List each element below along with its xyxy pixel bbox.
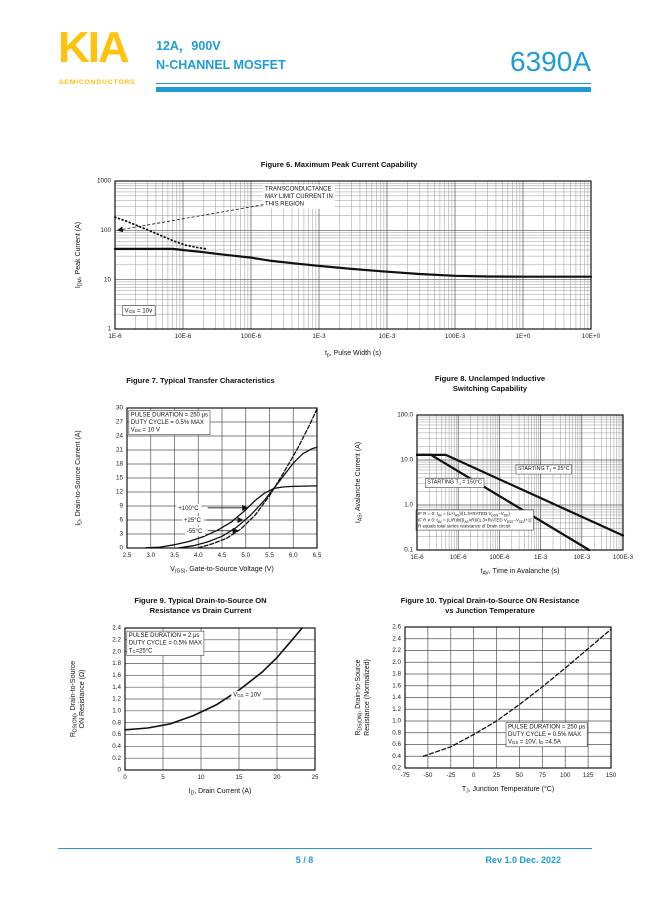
svg-text:2.0: 2.0 [112,648,121,656]
svg-text:IF R ≠ 0: tAV = (L/R)ln[(IAS×R: IF R ≠ 0: $t_{AV}$ = $(L/R)\ln[(I_{AS}\times R)/(1.3\times RATED$ $V_{DSS}-V_{DD})+1$] [418,517,532,524]
svg-text:DUTY CYCLE = 0.5% MAX: DUTY CYCLE = 0.5% MAX [130,419,204,426]
figure-9-chart [58,618,343,806]
svg-text:6: 6 [119,516,123,524]
footer-rule [58,848,592,849]
svg-text:100.0: 100.0 [397,411,413,419]
svg-text:15: 15 [115,474,123,482]
svg-text:0.1: 0.1 [404,546,413,554]
svg-text:1.2: 1.2 [392,705,401,713]
svg-text:15: 15 [235,773,243,781]
svg-text:0.8: 0.8 [112,719,121,727]
svg-text:RDS(ON), Drain-to-Source: $R_{DS(ON)}$, Drain-to-Source [70,660,79,737]
svg-text:-55°C: -55°C [186,528,203,535]
figure-10-chart [344,618,636,804]
svg-text:VGS = 10V, ID =4.5A: $V_{GS} = 10V$, $I_D =4.5A$ [508,738,561,745]
svg-text:tp, Pulse Width (s): $t_p$, Pulse Width (s) [324,349,382,359]
svg-text:RDS(ON), Drain-to-Source: $R_{DS(ON)}$, Drain-to-Source [355,659,364,736]
revision-label: Rev 1.0 Dec. 2022 [485,855,561,865]
svg-text:2.6: 2.6 [392,623,401,631]
svg-text:1E-6: 1E-6 [410,553,424,561]
device-rating: 12A，900V [156,39,221,53]
device-spec [156,37,286,75]
figure-9-title-line2: Resistance vs Drain Current [149,605,252,615]
svg-text:5.0: 5.0 [241,551,251,559]
svg-text:PULSE DURATION = 2 μs: PULSE DURATION = 2 μs [128,632,200,639]
svg-text:2.2: 2.2 [112,636,121,644]
svg-text:2.5: 2.5 [122,551,132,559]
svg-text:DUTY CYCLE = 0.5% MAX: DUTY CYCLE = 0.5% MAX [128,639,202,646]
svg-text:TJ, Junction Temperature (°C): $T_J$, Junction Temperature (°C) [461,785,555,795]
figure-8-title [344,374,636,394]
svg-text:-25: -25 [446,771,456,779]
svg-text:0: 0 [119,544,123,552]
device-type: N-CHANNEL MOSFET [156,57,286,72]
svg-text:ID, Drain-to-Source Current (A: $I_D$, Drain-to-Source Current (A) [75,430,84,526]
svg-text:ID, Drain Current (A): $I_D$, Drain Current (A) [188,787,252,797]
svg-text:20: 20 [273,773,281,781]
figure-6-chart [58,172,620,370]
header-rule-thick [156,87,591,92]
svg-text:4.0: 4.0 [193,551,203,559]
svg-text:3.5: 3.5 [170,551,179,559]
svg-text:PULSE DURATION = 250 μs: PULSE DURATION = 250 μs [130,411,209,418]
svg-text:10E-6: 10E-6 [449,553,467,561]
figure-8-title-line1: Figure 8. Unclamped Inductive [434,374,546,383]
svg-text:VGS = 10v: $V_{GS} = 10v$ [124,307,153,315]
figure-7 [58,376,343,586]
svg-text:V(GS), Gate-to-Source Voltage: $V_{(GS)}$, Gate-to-Source Voltage (V) [170,565,274,575]
figure-7-title [58,376,343,386]
svg-text:6.0: 6.0 [288,551,298,559]
figure-8 [344,374,636,586]
svg-text:-50: -50 [423,771,433,779]
svg-text:0: 0 [471,771,476,779]
svg-text:THIS REGION: THIS REGION [264,201,304,208]
svg-text:1.2: 1.2 [112,695,121,703]
svg-text:125: 125 [582,771,594,779]
svg-text:3: 3 [119,530,123,538]
svg-text:10: 10 [197,773,205,781]
svg-text:1.4: 1.4 [112,683,121,691]
svg-text:2.4: 2.4 [392,635,401,643]
svg-text:1E-3: 1E-3 [533,553,548,561]
figure-6 [58,160,620,370]
svg-text:10E-3: 10E-3 [573,553,591,561]
svg-text:1.4: 1.4 [392,693,401,701]
svg-text:STARTING TJ = 25°C: STARTING $T_J = 25^\circ C$ [517,466,570,473]
figure-7-chart [58,388,343,586]
svg-text:MAY LIMIT CURRENT IN: MAY LIMIT CURRENT IN [264,193,333,200]
header-rule-thin [156,83,591,84]
svg-text:5.5: 5.5 [265,551,274,559]
svg-text:1E-3: 1E-3 [312,332,326,340]
figure-8-title-line2: Switching Capability [452,383,528,393]
svg-text:18: 18 [115,460,123,468]
svg-text:10E-6: 10E-6 [174,332,192,340]
svg-text:+100°C: +100°C [178,505,199,512]
svg-text:1.6: 1.6 [112,671,121,679]
svg-text:0.4: 0.4 [392,752,401,760]
svg-text:10E+0: 10E+0 [581,332,601,340]
svg-text:VGS = 10V: $V_{GS} = 10V$ [233,692,262,699]
figure-9-title-line1: Figure 9. Typical Drain-to-Source ON [134,596,267,605]
svg-text:Resistance (Normalized): Resistance (Normalized) [364,658,371,736]
svg-text:PULSE DURATION = 250 μs: PULSE DURATION = 250 μs [508,723,586,730]
svg-text:25: 25 [311,773,319,781]
svg-text:0.2: 0.2 [392,764,401,772]
svg-text:IDM, Peak Current (A): $I_{DM}$, Peak Current (A) [75,221,84,288]
svg-text:IF R = 0: tAV = (L×IAS)/(1.3×R: IF R = 0: $t_{AV}$ = $(L\times I_{AS})/(1.3\times RATED$ $V_{DSS}-V_{DD}$) [418,511,510,518]
svg-text:TC=25°C: $T_C=25^\circ C$ [128,647,153,654]
svg-text:6.5: 6.5 [312,551,322,559]
svg-text:100: 100 [100,226,111,234]
svg-text:10E-3: 10E-3 [378,332,396,340]
svg-text:5: 5 [161,773,165,781]
figure-10-title-line2: vs Junction Temperature [445,605,535,615]
svg-text:2.4: 2.4 [112,624,121,632]
figure-6-title [58,160,620,170]
svg-text:DUTY CYCLE = 0.5% MAX: DUTY CYCLE = 0.5% MAX [508,731,582,738]
svg-text:30: 30 [115,404,123,412]
svg-text:21: 21 [115,446,123,454]
svg-text:10.0: 10.0 [400,456,413,464]
svg-text:100E-3: 100E-3 [444,332,466,340]
svg-text:24: 24 [115,432,123,440]
svg-text:12: 12 [115,488,123,496]
svg-text:100: 100 [559,771,571,779]
figure-7-title-line1: Figure 7. Typical Transfer Characteristics [126,376,275,385]
figure-10 [344,596,636,804]
svg-text:1.6: 1.6 [392,682,401,690]
svg-text:0.4: 0.4 [112,742,121,750]
svg-text:0.6: 0.6 [392,740,401,748]
svg-text:+25°C: +25°C [184,517,201,524]
svg-text:100E-6: 100E-6 [240,332,262,340]
svg-text:STARTING TJ = 150°C: STARTING $T_J = 150^\circ C$ [427,479,482,486]
svg-text:75: 75 [538,771,546,779]
svg-text:VDS = 10 V: $V_{DS} = 10$ V [130,426,160,433]
svg-text:1E+0: 1E+0 [515,332,531,340]
svg-text:100E-6: 100E-6 [489,553,510,561]
part-number: 6390A [510,46,591,77]
svg-text:1.8: 1.8 [392,670,401,678]
figure-9 [58,596,343,806]
svg-text:4.5: 4.5 [217,551,227,559]
svg-text:1.8: 1.8 [112,659,121,667]
svg-text:50: 50 [515,771,523,779]
figure-10-title [344,596,636,616]
svg-text:150: 150 [605,771,617,779]
svg-text:25: 25 [493,771,501,779]
svg-text:0: 0 [117,766,121,774]
svg-text:0.8: 0.8 [392,729,401,737]
svg-text:1: 1 [107,325,111,333]
svg-text:1.0: 1.0 [404,501,413,509]
svg-text:tAV, Time in Avalanche (s): $t_{AV}$, Time in Avalanche (s) [480,567,560,577]
figure-10-title-line1: Figure 10. Typical Drain-to-Source ON Resistance [400,596,580,605]
svg-text:ON Resistance (Ω): ON Resistance (Ω) [79,669,86,729]
svg-text:100E-3: 100E-3 [612,553,634,561]
svg-text:3.0: 3.0 [146,551,156,559]
svg-text:R equals total series resistan: R equals total series resistance of Drain circuit [418,523,511,529]
svg-text:10: 10 [103,276,111,284]
svg-text:1E-6: 1E-6 [108,332,122,340]
svg-text:1.0: 1.0 [112,707,121,715]
figure-9-title [58,596,343,616]
figure-6-title-line1: Figure 6. Maximum Peak Current Capability [260,160,418,169]
svg-text:1000: 1000 [96,177,111,185]
svg-text:2.2: 2.2 [392,646,401,654]
svg-text:9: 9 [119,502,123,510]
svg-text:0: 0 [123,773,127,781]
svg-text:0.2: 0.2 [112,754,121,762]
svg-text:27: 27 [115,418,123,426]
page-number: 5 / 8 [295,855,314,865]
figure-8-chart [344,396,636,586]
svg-text:2.0: 2.0 [392,658,401,666]
svg-text:-75: -75 [400,771,410,779]
svg-text:TRANSCONDUCTANCE: TRANSCONDUCTANCE [264,185,332,192]
svg-text:0.6: 0.6 [112,730,121,738]
svg-text:1.0: 1.0 [392,717,401,725]
brand-logo: KIA [58,23,128,72]
svg-text:IAS, Avalanche Current (A): $I_{AS}$, Avalanche Current (A) [355,441,364,523]
brand-logo-subtitle: SEMICONDUCTORS [59,79,136,86]
